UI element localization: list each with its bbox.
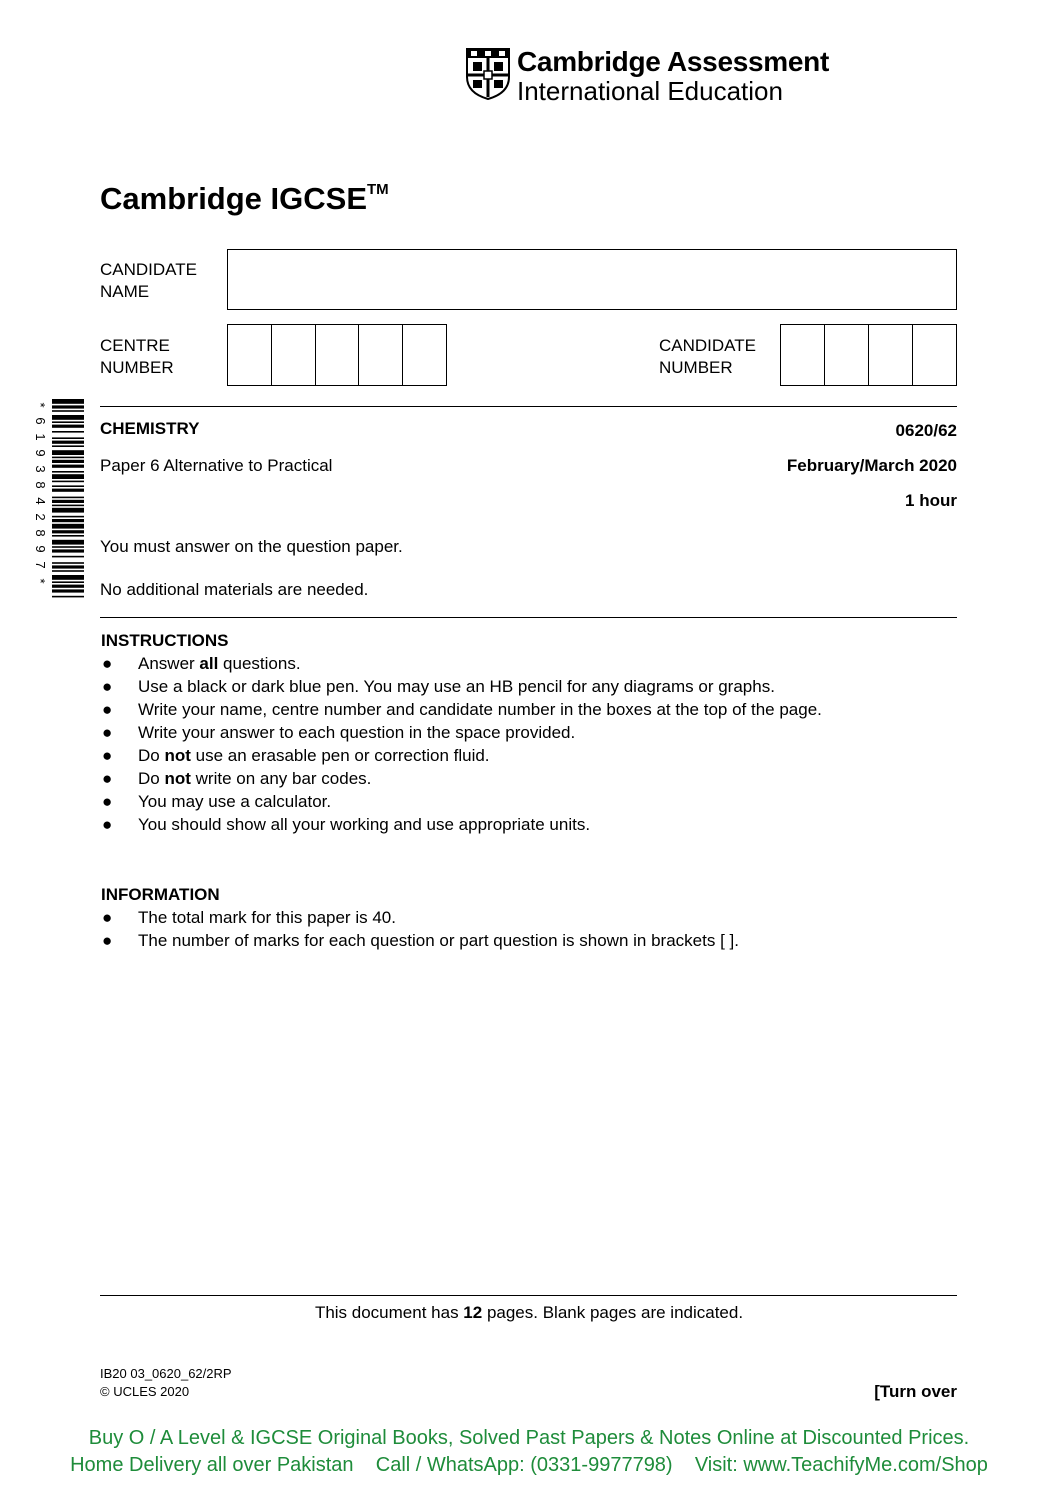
exam-session: February/March 2020 (786, 456, 957, 475)
barcode-char: 7 (33, 561, 48, 569)
subject-title: CHEMISTRY (100, 419, 200, 438)
candidate-number-digit-box[interactable] (825, 325, 869, 385)
barcode-char: 9 (33, 449, 48, 457)
cambridge-logo (465, 47, 511, 101)
instruction-item: ● You should show all your working and use appropriate units. (102, 815, 591, 834)
bullet-icon: ● (102, 677, 113, 696)
divider (100, 617, 957, 618)
org-name-line1: Cambridge Assessment (517, 46, 829, 77)
centre-number-digit-box[interactable] (403, 325, 446, 385)
bullet-icon: ● (102, 769, 113, 788)
answer-note: You must answer on the question paper. (100, 537, 403, 556)
copyright: © UCLES 2020 (100, 1384, 190, 1399)
barcode-char: 8 (33, 529, 48, 537)
candidate-number-label: CANDIDATE NUMBER (659, 336, 756, 377)
paper-code: 0620/62 (895, 421, 957, 440)
candidate-number-digit-box[interactable] (781, 325, 825, 385)
materials-note: No additional materials are needed. (100, 580, 369, 599)
instruction-item: ● Do not use an erasable pen or correction fluid. (102, 746, 490, 765)
instruction-item: ● Answer all questions. (102, 654, 301, 673)
barcode-char: 3 (33, 465, 48, 473)
information-item: ● The number of marks for each question or part question is shown in brackets [ ]. (102, 931, 739, 950)
instruction-item: ● Use a black or dark blue pen. You may use an HB pencil for any diagrams or graphs. (102, 677, 775, 696)
information-item: ● The total mark for this paper is 40. (102, 908, 396, 927)
candidate-name-field[interactable] (227, 249, 957, 310)
barcode-char: 2 (33, 513, 48, 521)
barcode-char: 6 (33, 417, 48, 425)
bullet-icon: ● (102, 700, 113, 719)
information-list (100, 906, 739, 952)
centre-number-digit-box[interactable] (316, 325, 360, 385)
barcode-char: 8 (33, 481, 48, 489)
candidate-name-label: CANDIDATE NAME (100, 260, 197, 301)
org-name-line2: International Education (517, 76, 783, 106)
instructions-list (100, 652, 822, 836)
candidate-number-digit-box[interactable] (869, 325, 913, 385)
candidate-number-digit-box[interactable] (913, 325, 956, 385)
centre-number-digit-box[interactable] (359, 325, 403, 385)
barcode-text (33, 397, 47, 589)
barcode (52, 399, 84, 599)
divider (100, 1295, 957, 1296)
bullet-icon: ● (102, 723, 113, 742)
advert-line-2: Home Delivery all over Pakistan Call / WhatsApp: (0331-9977798) Visit: www.TeachifyMe.com/Shop (70, 1454, 988, 1476)
document-reference: IB20 03_0620_62/2RP (100, 1366, 232, 1381)
instructions-heading: INSTRUCTIONS (101, 631, 229, 650)
instruction-item: ● Write your answer to each question in the space provided. (102, 723, 576, 742)
bullet-icon: ● (102, 815, 113, 834)
centre-number-digit-box[interactable] (272, 325, 316, 385)
bullet-icon: ● (102, 908, 113, 927)
candidate-number-field[interactable] (780, 324, 957, 386)
instruction-item: ● You may use a calculator. (102, 792, 332, 811)
page-title: Cambridge IGCSE™ (100, 180, 389, 216)
instruction-item: ● Write your name, centre number and candidate number in the boxes at the top of the page. (102, 700, 822, 719)
bullet-icon: ● (102, 792, 113, 811)
paper-title: Paper 6 Alternative to Practical (100, 456, 333, 475)
centre-number-digit-box[interactable] (228, 325, 272, 385)
barcode-char: 4 (33, 497, 48, 505)
advert-line-1: Buy O / A Level & IGCSE Original Books, Solved Past Papers & Notes Online at Discounted Prices. (88, 1427, 970, 1449)
barcode-icon (52, 399, 84, 599)
barcode-char: * (33, 578, 48, 584)
barcode-char: 1 (33, 433, 48, 441)
cambridge-shield-icon (465, 47, 511, 101)
centre-number-field[interactable] (227, 324, 447, 386)
barcode-char: * (33, 402, 48, 408)
bullet-icon: ● (102, 931, 113, 950)
page-count-note: This document has 12 pages. Blank pages are indicated. (314, 1303, 744, 1322)
centre-number-label: CENTRE NUMBER (100, 336, 174, 377)
information-heading: INFORMATION (101, 885, 220, 904)
exam-duration: 1 hour (905, 491, 957, 510)
bullet-icon: ● (102, 746, 113, 765)
barcode-char: 9 (33, 545, 48, 553)
turn-over-label: [Turn over (874, 1382, 957, 1401)
bullet-icon: ● (102, 654, 113, 673)
instruction-item: ● Do not write on any bar codes. (102, 769, 372, 788)
divider (100, 406, 957, 407)
